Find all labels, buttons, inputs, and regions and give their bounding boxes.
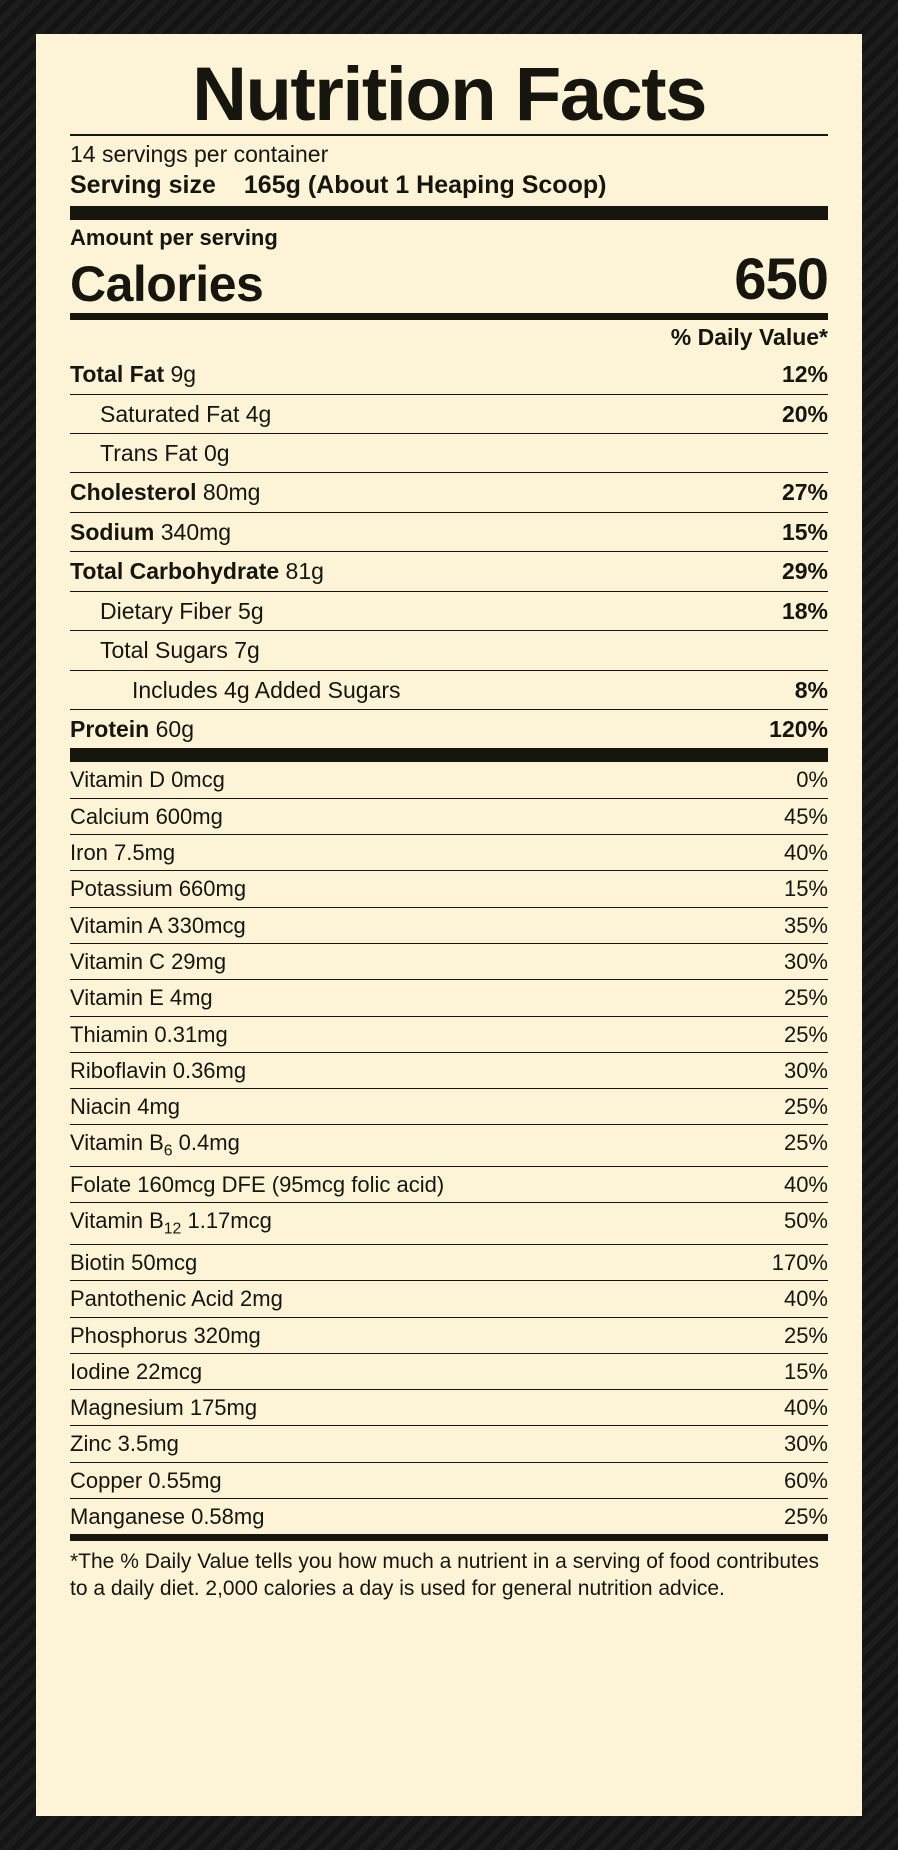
vitamin-row xyxy=(70,1089,828,1124)
vitamin-name: Manganese 0.58mg xyxy=(70,1504,265,1529)
vitamin-daily-value: 25% xyxy=(783,1130,828,1156)
vitamin-row xyxy=(70,871,828,906)
nutrient-name: Trans Fat 0g xyxy=(100,439,230,466)
vitamin-row xyxy=(70,1499,828,1534)
vitamin-row xyxy=(70,1426,828,1461)
nutrient-daily-value: 20% xyxy=(781,400,828,427)
servings-per-container: 14 servings per container xyxy=(70,141,329,168)
vitamin-name: Vitamin C 29mg xyxy=(70,948,227,974)
vitamin-row xyxy=(70,1167,828,1202)
calories-label: Calories xyxy=(70,256,264,313)
nutrient-row xyxy=(70,434,828,472)
nutrient-daily-value: 8% xyxy=(794,676,828,703)
nutrient-name: Total Carbohydrate 81g xyxy=(70,558,324,585)
vitamin-daily-value: 50% xyxy=(783,1208,828,1234)
vitamin-daily-value: 25% xyxy=(783,985,828,1011)
vitamin-name: Vitamin $B_{12}$ 1.17mcg xyxy=(70,1208,272,1238)
vitamin-row xyxy=(70,762,828,797)
vitamin-name: Vitamin A 330mcg xyxy=(70,912,246,938)
vitamin-row xyxy=(70,1463,828,1498)
page-title: Nutrition Facts xyxy=(192,52,706,137)
vitamin-daily-value: 40% xyxy=(783,1395,828,1421)
serving-size-label: Serving size xyxy=(70,171,216,200)
nutrient-name: Includes 4g Added Sugars xyxy=(132,676,401,703)
vitamin-daily-value: 30% xyxy=(783,948,828,974)
nutrient-daily-value: 120% xyxy=(769,716,828,742)
nutrient-rows xyxy=(70,355,828,748)
nutrient-row xyxy=(70,710,828,748)
vitamin-row xyxy=(70,1354,828,1389)
divider-medium-2 xyxy=(70,1534,828,1541)
vitamin-row xyxy=(70,835,828,870)
vitamin-name: Zinc 3.5mg xyxy=(70,1431,179,1457)
vitamin-daily-value: 30% xyxy=(783,1057,828,1083)
vitamin-daily-value: 40% xyxy=(783,840,828,866)
vitamin-name: Potassium 660mg xyxy=(70,876,247,902)
vitamin-row xyxy=(70,1281,828,1316)
divider-thick xyxy=(70,206,828,220)
nutrient-row xyxy=(70,473,828,511)
vitamin-name: Vitamin E 4mg xyxy=(70,985,213,1011)
vitamin-row xyxy=(70,1245,828,1280)
vitamin-name: Niacin 4mg xyxy=(70,1094,181,1120)
vitamin-name: Phosphorus 320mg xyxy=(70,1322,261,1348)
nutrient-name: Dietary Fiber 5g xyxy=(100,597,264,624)
vitamin-name: Vitamin D 0mcg xyxy=(70,767,225,793)
serving-size-value: 165g (About 1 Heaping Scoop) xyxy=(243,171,607,200)
vitamin-daily-value: 0% xyxy=(796,767,828,793)
vitamin-row xyxy=(70,1053,828,1088)
divider-thick-2 xyxy=(70,748,828,762)
vitamin-name: Vitamin $B_6$ 0.4mg xyxy=(70,1130,240,1160)
nutrient-daily-value: 12% xyxy=(781,361,828,388)
vitamin-name: Folate 160mcg DFE (95mcg folic acid) xyxy=(70,1172,445,1198)
nutrient-row xyxy=(70,395,828,433)
nutrient-daily-value: 29% xyxy=(781,558,828,585)
vitamin-name: Copper 0.55mg xyxy=(70,1467,222,1493)
serving-size-row xyxy=(70,170,828,206)
nutrition-facts-label xyxy=(36,34,862,1816)
nutrient-name: Total Fat 9g xyxy=(70,361,197,388)
nutrient-row xyxy=(70,513,828,551)
nutrient-name: Cholesterol 80mg xyxy=(70,479,261,506)
divider-medium xyxy=(70,313,828,320)
nutrient-row xyxy=(70,592,828,630)
vitamin-name: Riboflavin 0.36mg xyxy=(70,1057,247,1083)
vitamin-daily-value: 25% xyxy=(783,1021,828,1047)
vitamin-daily-value: 60% xyxy=(783,1467,828,1493)
nutrient-row xyxy=(70,552,828,590)
vitamin-row xyxy=(70,908,828,943)
vitamin-daily-value: 25% xyxy=(783,1504,828,1529)
daily-value-header: % Daily Value* xyxy=(670,324,828,351)
nutrient-row xyxy=(70,671,828,709)
vitamin-daily-value: 30% xyxy=(783,1431,828,1457)
vitamin-name: Thiamin 0.31mg xyxy=(70,1021,228,1047)
vitamin-row xyxy=(70,1203,828,1244)
vitamin-row xyxy=(70,799,828,834)
vitamin-daily-value: 40% xyxy=(783,1286,828,1312)
vitamin-name: Iodine 22mcg xyxy=(70,1358,203,1384)
vitamin-daily-value: 45% xyxy=(783,803,828,829)
vitamin-name: Pantothenic Acid 2mg xyxy=(70,1286,283,1312)
vitamin-row xyxy=(70,980,828,1015)
footnote: *The % Daily Value tells you how much a nutrient in a serving of food contributes to a daily diet. 2,000 calories a day is used for general nutrition advice. xyxy=(70,1550,820,1601)
vitamin-name: Iron 7.5mg xyxy=(70,840,176,866)
vitamin-row xyxy=(70,1390,828,1425)
vitamin-daily-value: 40% xyxy=(783,1172,828,1198)
vitamin-row xyxy=(70,1318,828,1353)
calories-row xyxy=(70,247,828,313)
calories-value: 650 xyxy=(734,247,828,313)
nutrient-name: Sodium 340mg xyxy=(70,518,232,545)
nutrient-row xyxy=(70,355,828,393)
nutrient-daily-value: 15% xyxy=(781,518,828,545)
vitamin-name: Calcium 600mg xyxy=(70,803,223,829)
vitamin-daily-value: 25% xyxy=(783,1094,828,1120)
vitamin-name: Biotin 50mcg xyxy=(70,1249,198,1275)
vitamin-daily-value: 15% xyxy=(783,1358,828,1384)
vitamin-row xyxy=(70,1017,828,1052)
nutrient-daily-value: 27% xyxy=(781,479,828,506)
nutrient-name: Protein 60g xyxy=(70,716,194,742)
vitamin-name: Magnesium 175mg xyxy=(70,1395,258,1421)
vitamin-daily-value: 15% xyxy=(783,876,828,902)
amount-per-serving-label: Amount per serving xyxy=(70,225,278,251)
vitamin-rows xyxy=(70,762,828,1534)
vitamin-row xyxy=(70,944,828,979)
nutrient-name: Saturated Fat 4g xyxy=(100,400,272,427)
vitamin-row xyxy=(70,1125,828,1166)
vitamin-daily-value: 170% xyxy=(771,1249,828,1275)
vitamin-daily-value: 25% xyxy=(783,1322,828,1348)
nutrient-row xyxy=(70,631,828,669)
nutrient-name: Total Sugars 7g xyxy=(100,637,260,664)
nutrient-daily-value: 18% xyxy=(781,597,828,624)
vitamin-daily-value: 35% xyxy=(783,912,828,938)
